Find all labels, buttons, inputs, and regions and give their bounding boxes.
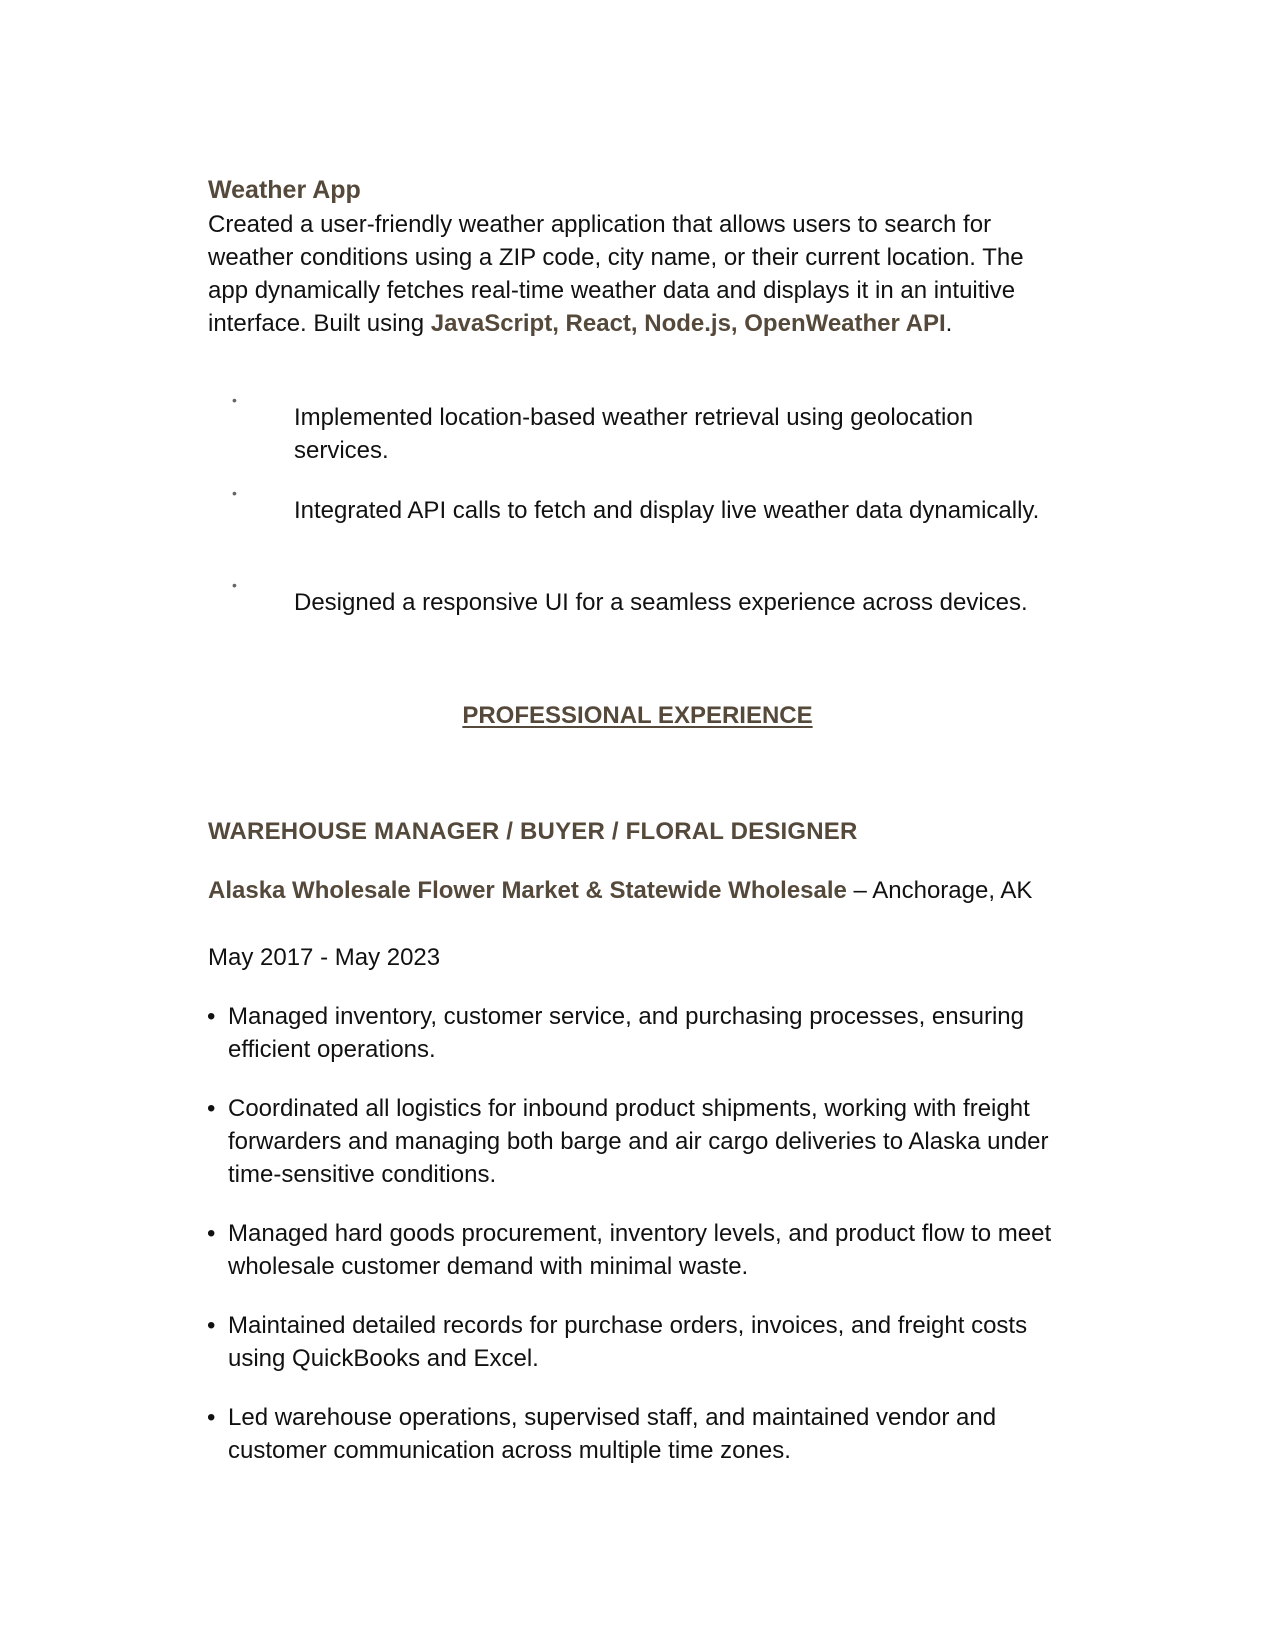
bullet-icon: • [207,1095,216,1122]
bullet-icon: • [232,485,237,501]
experience-bullet-item: Managed hard goods procurement, inventory levels, and product flow to meet wholesale customer demand with minimal waste. [228,1220,1052,1280]
bullet-icon: • [207,1404,216,1431]
bullet-icon: • [207,1312,216,1339]
experience-bullet-item: Maintained detailed records for purchase orders, invoices, and freight costs using QuickBooks and Excel. [228,1312,1028,1372]
bullet-icon: • [207,1220,216,1247]
experience-bullet-item: Led warehouse operations, supervised staff, and maintained vendor and customer communication across multiple time zones. [228,1404,997,1464]
project-description [208,208,1058,340]
project-description-text: Created a user-friendly weather application that allows users to search for weather conditions using a ZIP code, city name, or their current location. The app dynamically fetches real-time weather data and displays it in an intuitive interface. Built using [208,211,1024,337]
project-bullet-item: Implemented location-based weather retrieval using geolocation services. [294,404,974,464]
experience-bullet-item: Coordinated all logistics for inbound product shipments, working with freight forwarders and managing both barge and air cargo deliveries to Alaska under time-sensitive conditions. [228,1095,1049,1188]
project-bullet-item: Designed a responsive UI for a seamless experience across devices. [294,589,1028,616]
job-title: WAREHOUSE MANAGER / BUYER / FLORAL DESIGNER [208,818,858,845]
bullet-icon: • [207,1003,216,1030]
project-title: Weather App [208,176,361,204]
project-description-end: . [945,310,953,337]
company-line [208,874,1068,907]
bullet-icon: • [232,577,237,593]
job-dates: May 2017 - May 2023 [208,944,441,971]
project-tech-stack: JavaScript, React, Node.js, OpenWeather API [430,310,946,337]
experience-bullet-item: Managed inventory, customer service, and purchasing processes, ensuring efficient operations. [228,1003,1024,1063]
project-bullet-item: Integrated API calls to fetch and display live weather data dynamically. [294,497,1040,524]
company-name: Alaska Wholesale Flower Market & Statewide Wholesale [208,877,847,904]
section-heading: PROFESSIONAL EXPERIENCE [462,702,813,729]
bullet-icon: • [232,392,237,408]
company-location: – Anchorage, AK [846,877,1033,904]
